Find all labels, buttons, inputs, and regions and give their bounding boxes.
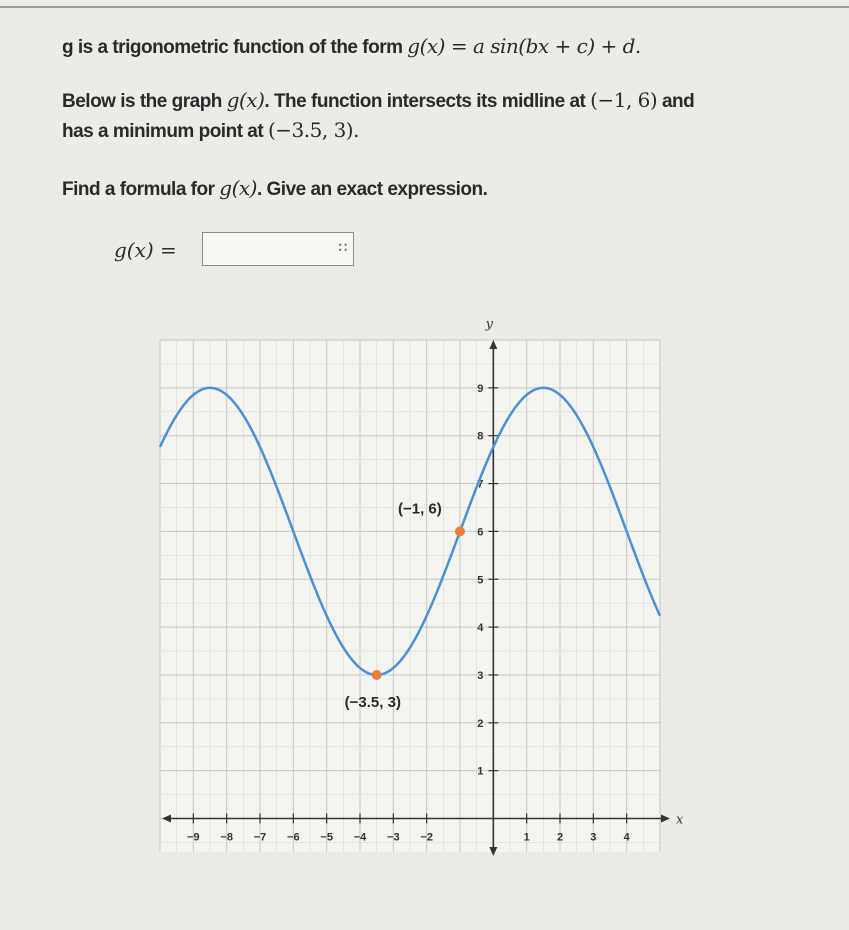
x-tick-label: −6 bbox=[287, 831, 300, 844]
x-axis-label: x bbox=[676, 812, 684, 828]
x-tick-label: 4 bbox=[623, 831, 630, 844]
problem-text: Below is the graph bbox=[62, 91, 227, 112]
answer-input[interactable] bbox=[207, 235, 331, 265]
x-tick-label: −8 bbox=[220, 831, 233, 844]
y-tick-label: 9 bbox=[477, 382, 484, 395]
y-tick-label: 2 bbox=[477, 717, 484, 730]
function-graph bbox=[140, 310, 684, 860]
answer-label: g(x) = bbox=[114, 238, 177, 262]
function-name: g(x) bbox=[219, 176, 257, 200]
x-tick-label: −4 bbox=[353, 831, 367, 844]
problem-line-3 bbox=[62, 118, 359, 143]
problem-line-2 bbox=[62, 88, 694, 113]
x-axis-arrow-right bbox=[661, 815, 670, 823]
midline-point: (−1, 6) bbox=[590, 88, 658, 112]
answer-input-box[interactable] bbox=[202, 232, 354, 266]
function-form: g(x) = a sin(bx + c) + d. bbox=[407, 34, 641, 58]
problem-line-4 bbox=[62, 176, 487, 201]
problem-text: g is a trigonometric function of the form bbox=[62, 37, 408, 58]
minimum-point: (−3.5, 3). bbox=[267, 118, 359, 142]
top-divider bbox=[0, 6, 849, 8]
x-tick-label: −9 bbox=[187, 831, 200, 844]
x-tick-label: −7 bbox=[253, 831, 267, 844]
y-tick-label: 3 bbox=[477, 669, 484, 682]
marked-point bbox=[455, 526, 465, 536]
problem-text: . The function intersects its midline at bbox=[264, 91, 591, 112]
x-tick-label: 3 bbox=[590, 831, 597, 844]
y-tick-label: 8 bbox=[477, 430, 484, 443]
problem-text: . Give an exact expression. bbox=[256, 179, 488, 200]
x-tick-label: −2 bbox=[420, 831, 433, 844]
problem-text: Find a formula for bbox=[62, 179, 220, 200]
x-tick-label: −3 bbox=[387, 831, 400, 844]
point-label: (−1, 6) bbox=[398, 500, 442, 518]
problem-text: and bbox=[657, 91, 695, 112]
answer-row bbox=[114, 238, 347, 262]
problem-line-1 bbox=[62, 34, 641, 59]
y-tick-label: 6 bbox=[477, 526, 484, 539]
function-name: g(x) bbox=[226, 88, 265, 112]
x-tick-label: 2 bbox=[556, 831, 564, 844]
marked-point bbox=[372, 670, 382, 680]
x-tick-label: −5 bbox=[320, 831, 333, 844]
y-tick-label: 1 bbox=[477, 765, 484, 778]
point-label: (−3.5, 3) bbox=[344, 693, 401, 711]
y-axis-label: y bbox=[485, 317, 494, 332]
y-tick-label: 7 bbox=[477, 478, 484, 491]
y-tick-label: 4 bbox=[477, 622, 484, 635]
math-keypad-icon[interactable]: ∷ bbox=[338, 240, 347, 255]
x-tick-label: 1 bbox=[523, 831, 530, 844]
problem-text: has a minimum point at bbox=[62, 121, 268, 142]
y-tick-label: 5 bbox=[477, 574, 484, 587]
